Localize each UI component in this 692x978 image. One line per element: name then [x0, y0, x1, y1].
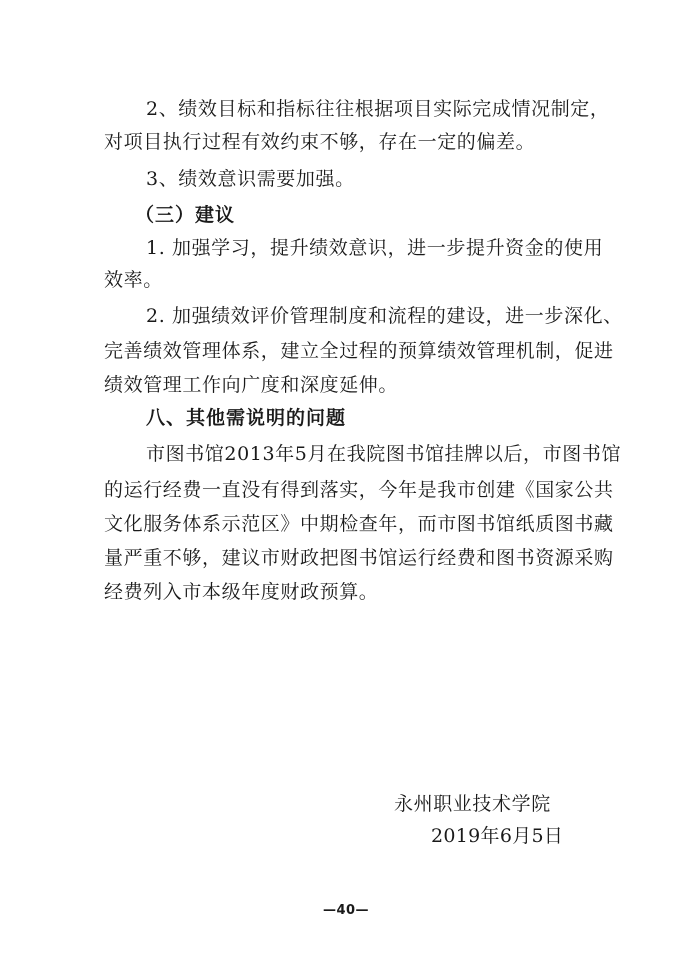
- signature-organization: 永州职业技术学院: [394, 793, 551, 815]
- section-heading: （三）建议: [135, 204, 236, 226]
- paragraph-line: 2. 加强绩效评价管理制度和流程的建设，进一步深化、: [146, 305, 623, 327]
- paragraph-line: 市图书馆2013年5月在我院图书馆挂牌以后，市图书馆: [146, 443, 622, 465]
- paragraph-line: 文化服务体系示范区》中期检查年，而市图书馆纸质图书藏: [104, 513, 614, 535]
- paragraph-line: 经费列入市本级年度财政预算。: [104, 581, 379, 603]
- paragraph-line: 的运行经费一直没有得到落实，今年是我市创建《国家公共: [104, 479, 614, 501]
- signature-date: 2019年6月5日: [431, 825, 564, 847]
- paragraph-line: 2、绩效目标和指标往往根据项目实际完成情况制定，: [146, 98, 610, 120]
- paragraph-line: 绩效管理工作向广度和深度延伸。: [104, 374, 399, 396]
- paragraph-line: 量严重不够，建议市财政把图书馆运行经费和图书资源采购: [104, 547, 614, 569]
- paragraph-line: 对项目执行过程有效约束不够，存在一定的偏差。: [104, 131, 536, 153]
- paragraph-line: 3、绩效意识需要加强。: [146, 168, 355, 190]
- section-heading: 八、其他需说明的问题: [146, 407, 347, 429]
- paragraph-line: 完善绩效管理体系，建立全过程的预算绩效管理机制，促进: [104, 340, 614, 362]
- paragraph-line: 1. 加强学习，提升绩效意识，进一步提升资金的使用: [146, 237, 604, 259]
- paragraph-line: 效率。: [104, 269, 163, 291]
- page-number: —40—: [322, 903, 370, 918]
